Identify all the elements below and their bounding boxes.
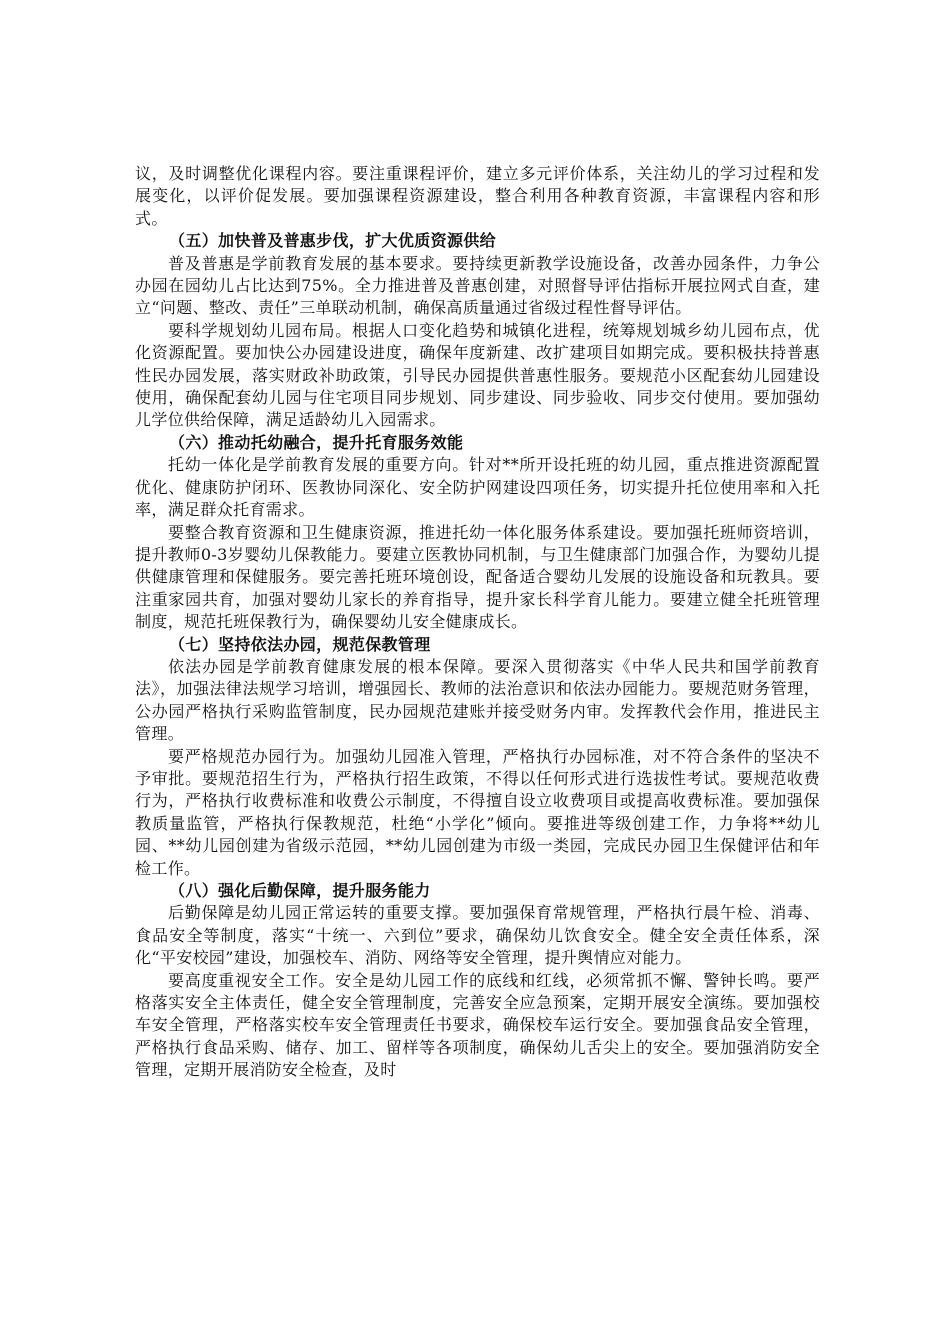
- paragraph-safety-work: 要高度重视安全工作。安全是幼儿园工作的底线和红线，必须常抓不懈、警钟长鸣。要严格落实安全主体责任，健全安全管理制度，完善安全应急预案，定期开展安全演练。要加强校车安全管理，严格落实校车安全管理责任书要求，确保校车运行安全。要加强食品安全管理，严格执行食品采购、储存、加工、留样等各项制度，确保幼儿舌尖上的安全。要加强消防安全管理，定期开展消防安全检查，及时: [135, 970, 820, 1080]
- paragraph-kindergarten-layout: 要科学规划幼儿园布局。根据人口变化趋势和城镇化进程，统筹规划城乡幼儿园布点，优化资源配置。要加快公办园建设进度，确保年度新建、改扩建项目如期完成。要积极扶持普惠性民办园发展，落实财政补助政策，引导民办园提供普惠性服务。要规范小区配套幼儿园建设使用，确保配套幼儿园与住宅项目同步规划、同步建设、同步验收、同步交付使用。要加强幼儿学位供给保障，满足适龄幼儿入园需求。: [135, 320, 820, 430]
- paragraph-regulate-conduct: 要严格规范办园行为。加强幼儿园准入管理，严格执行办园标准，对不符合条件的坚决不予审批。要规范招生行为，严格执行招生政策，不得以任何形式进行选拔性考试。要规范收费行为，严格执行收费标准和收费公示制度，不得擅自设立收费项目或提高收费标准。要加强保教质量监管，严格执行保教规范，杜绝“小学化”倾向。要推进等级创建工作，力争将**幼儿园、**幼儿园创建为省级示范园，**幼儿园创建为市级一类园，完成民办园卫生保健评估和年检工作。: [135, 746, 820, 878]
- paragraph-inclusive-requirement: 普及普惠是学前教育发展的基本要求。要持续更新教学设施设备，改善办园条件，力争公办园在园幼儿占比达到75%。全力推进普及普惠创建，对照督导评估指标开展拉网式自查，建立“问题、整改、责任”三单联动机制，确保高质量通过省级过程性督导评估。: [135, 253, 820, 318]
- paragraph-logistics-support: 后勤保障是幼儿园正常运转的重要支撑。要加强保育常规管理，严格执行晨午检、消毒、食品安全等制度，落实“十统一、六到位”要求，确保幼儿饮食安全。健全安全责任体系，深化“平安校园”建设，加强校车、消防、网络等安全管理，提升舆情应对能力。: [135, 903, 820, 968]
- paragraph-resource-integration: 要整合教育资源和卫生健康资源，推进托幼一体化服务体系建设。要加强托班师资培训，提升教师0-3岁婴幼儿保教能力。要建立医教协同机制，与卫生健康部门加强合作，为婴幼儿提供健康管理和保健服务。要完善托班环境创设，配备适合婴幼儿发展的设施设备和玩教具。要注重家园共育，加强对婴幼儿家长的养育指导，提升家长科学育儿能力。要建立健全托班管理制度，规范托班保教行为，确保婴幼儿安全健康成长。: [135, 522, 820, 632]
- document-body: [135, 163, 820, 1082]
- section-heading-7: （七）坚持依法办园，规范保教管理: [169, 634, 431, 654]
- paragraph-law-based-management: 依法办园是学前教育健康发展的根本保障。要深入贯彻落实《中华人民共和国学前教育法》，加强法律法规学习培训，增强园长、教师的法治意识和依法办园能力。要规范财务管理，公办园严格执行采购监管制度，民办园规范建账并接受财务内审。发挥教代会作用，推进民主管理。: [135, 656, 820, 744]
- paragraph-course-continuation: 议，及时调整优化课程内容。要注重课程评价，建立多元评价体系，关注幼儿的学习过程和发展变化，以评价促发展。要加强课程资源建设，整合利用各种教育资源，丰富课程内容和形式。: [135, 164, 820, 228]
- section-heading-5: （五）加快普及普惠步伐，扩大优质资源供给: [169, 231, 497, 251]
- section-heading-8: （八）强化后勤保障，提升服务能力: [169, 881, 431, 900]
- section-heading-6: （六）推动托幼融合，提升托育服务效能: [169, 432, 464, 452]
- paragraph-childcare-integration: 托幼一体化是学前教育发展的重要方向。针对**所开设托班的幼儿园，重点推进资源配置优化、健康防护闭环、医教协同深化、安全防护网建设四项任务，切实提升托位使用率和入托率，满足群众托育需求。: [135, 455, 820, 520]
